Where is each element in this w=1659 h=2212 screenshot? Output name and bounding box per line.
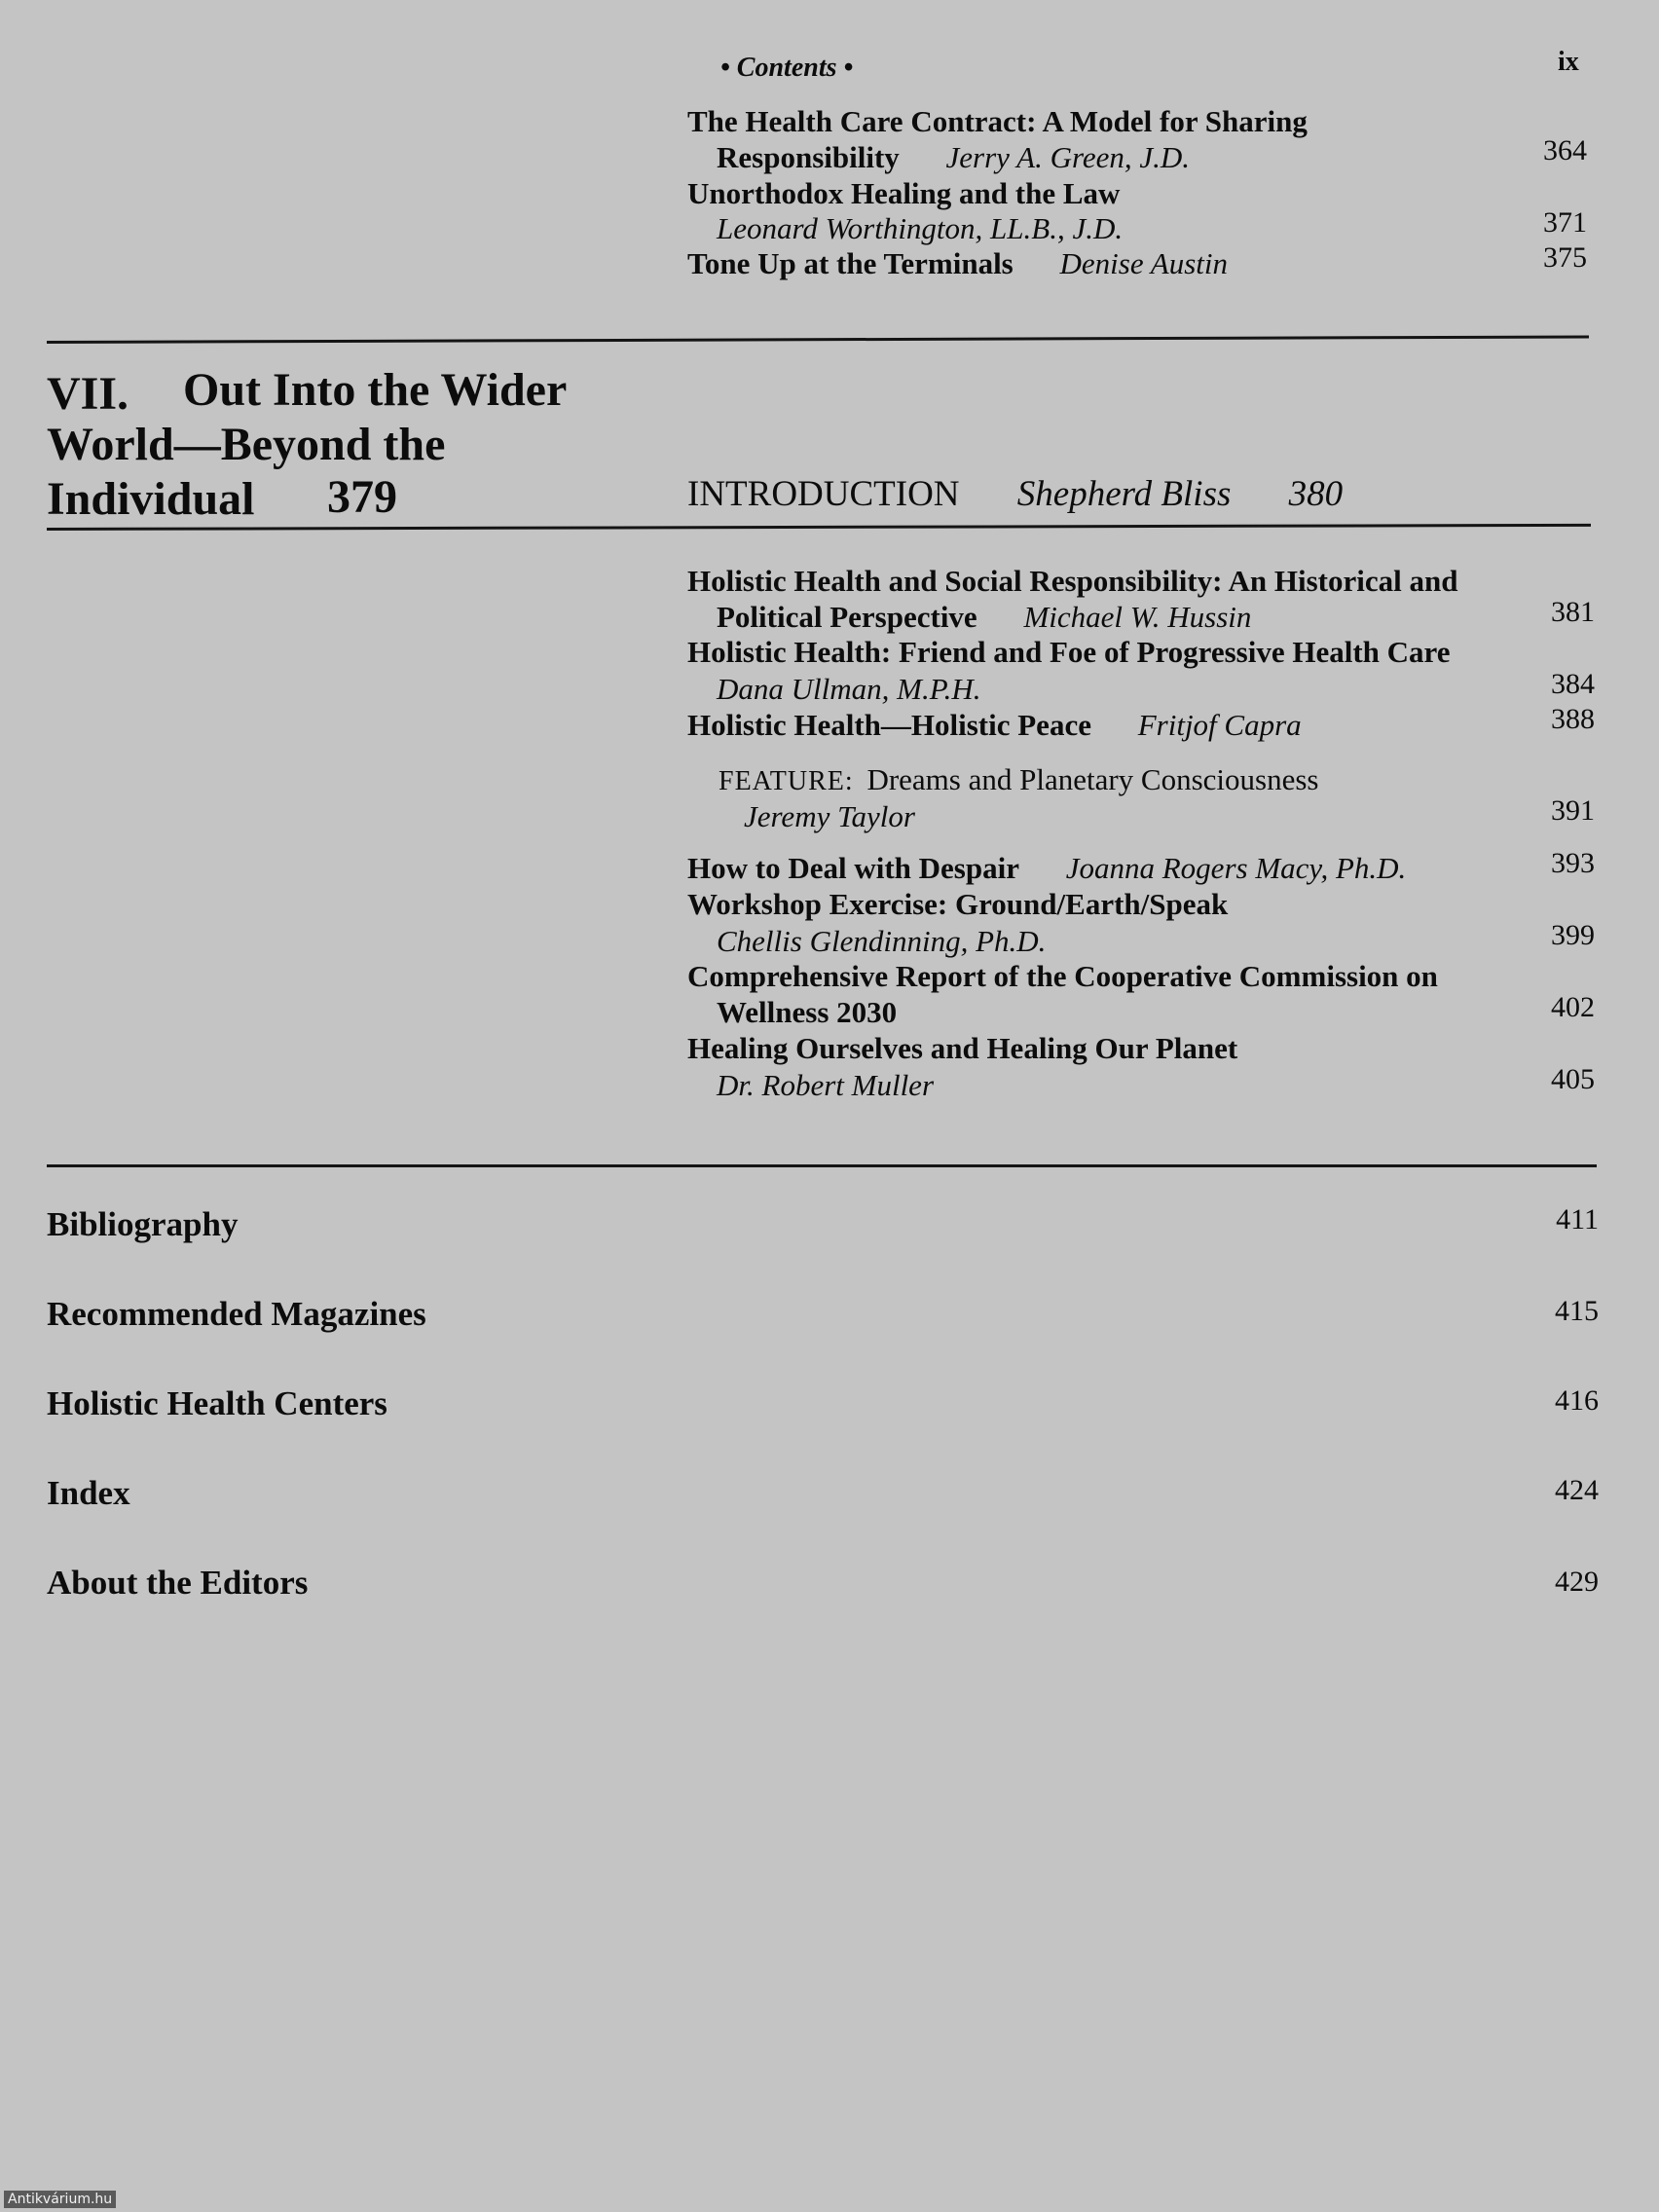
toc-entry-page: 402 [1551,991,1595,1023]
toc-entry-page: 393 [1551,847,1595,879]
back-matter-page: 415 [1555,1295,1599,1327]
divider-rule [47,335,1589,344]
toc-entry-author: Chellis Glendinning, Ph.D. [717,924,1047,958]
section-title-line: Out Into the Wider [183,364,568,416]
toc-entry-title: Holistic Health and Social Responsibility: An Historical and [687,564,1458,598]
toc-entry-page: 371 [1543,206,1587,239]
back-matter-label: About the Editors [47,1564,309,1602]
toc-entry-title: Unorthodox Healing and the Law [687,176,1121,210]
toc-entry-line [687,707,1302,743]
toc-entry-title: Wellness 2030 [717,995,898,1029]
section-title-line: Individual [47,473,255,525]
toc-entry-author: Michael W. Hussin [1023,600,1252,634]
toc-entry-page: 391 [1551,794,1595,827]
toc-entry-author: Jerry A. Green, J.D. [945,140,1191,174]
toc-entry-author: Dr. Robert Muller [717,1068,935,1102]
back-matter-page: 416 [1555,1384,1599,1417]
toc-entry-title: Healing Ourselves and Healing Our Planet [687,1031,1238,1065]
toc-entry-title: Holistic Health—Holistic Peace [687,708,1091,742]
section-title-line: World—Beyond the [47,419,446,470]
section-numeral: VII. [47,368,129,420]
section-introduction [687,473,1343,515]
toc-entry-line [717,139,1190,175]
toc-entry-title: Comprehensive Report of the Cooperative Commission on [687,959,1438,993]
toc-entry-title: Holistic Health: Friend and Foe of Progressive Health Care [687,635,1451,669]
toc-entry-line [687,245,1228,281]
page-number: ix [1558,47,1579,77]
toc-entry-title: Responsibility [717,140,900,174]
toc-entry-title: Political Perspective [717,600,977,634]
toc-entry-title: The Health Care Contract: A Model for Sharing [687,104,1308,138]
back-matter-label: Recommended Magazines [47,1295,426,1333]
toc-entry-page: 388 [1551,703,1595,735]
divider-rule [47,524,1591,531]
toc-entry-page: 375 [1543,241,1587,274]
toc-entry-line [687,850,1406,886]
toc-entry-author: Leonard Worthington, LL.B., J.D. [717,211,1124,245]
introduction-author: Shepherd Bliss [1016,474,1232,514]
toc-entry-page: 384 [1551,668,1595,700]
watermark: Antikvárium.hu [4,2191,116,2208]
running-head: • Contents • [720,53,854,83]
toc-entry-author: Joanna Rogers Macy, Ph.D. [1065,851,1407,885]
back-matter-label: Bibliography [47,1205,239,1243]
toc-entry-author: Dana Ullman, M.P.H. [717,672,981,706]
back-matter-page: 424 [1555,1474,1599,1506]
toc-entry-author: Denise Austin [1059,246,1228,280]
back-matter-page: 411 [1556,1203,1599,1235]
toc-entry-line [717,599,1251,635]
back-matter-label: Index [47,1474,130,1512]
section-page: 379 [327,471,397,523]
toc-entry-page: 405 [1551,1063,1595,1095]
toc-entry-title: Dreams and Planetary Consciousness [866,762,1319,796]
feature-entry-line [719,761,1318,799]
back-matter-label: Holistic Health Centers [47,1384,387,1422]
toc-entry-title: Workshop Exercise: Ground/Earth/Speak [687,887,1229,921]
feature-label: FEATURE: [719,766,854,796]
introduction-page: 380 [1288,474,1344,514]
toc-entry-page: 381 [1551,596,1595,628]
toc-entry-author: Fritjof Capra [1137,708,1302,742]
toc-entry-title: How to Deal with Despair [687,851,1019,885]
toc-entry-page: 399 [1551,919,1595,951]
introduction-label: INTRODUCTION [687,474,960,514]
toc-entry-page: 364 [1543,134,1587,166]
divider-rule [47,1164,1597,1167]
toc-entry-author: Jeremy Taylor [744,799,915,833]
toc-entry-title: Tone Up at the Terminals [687,246,1014,280]
back-matter-page: 429 [1555,1566,1599,1598]
